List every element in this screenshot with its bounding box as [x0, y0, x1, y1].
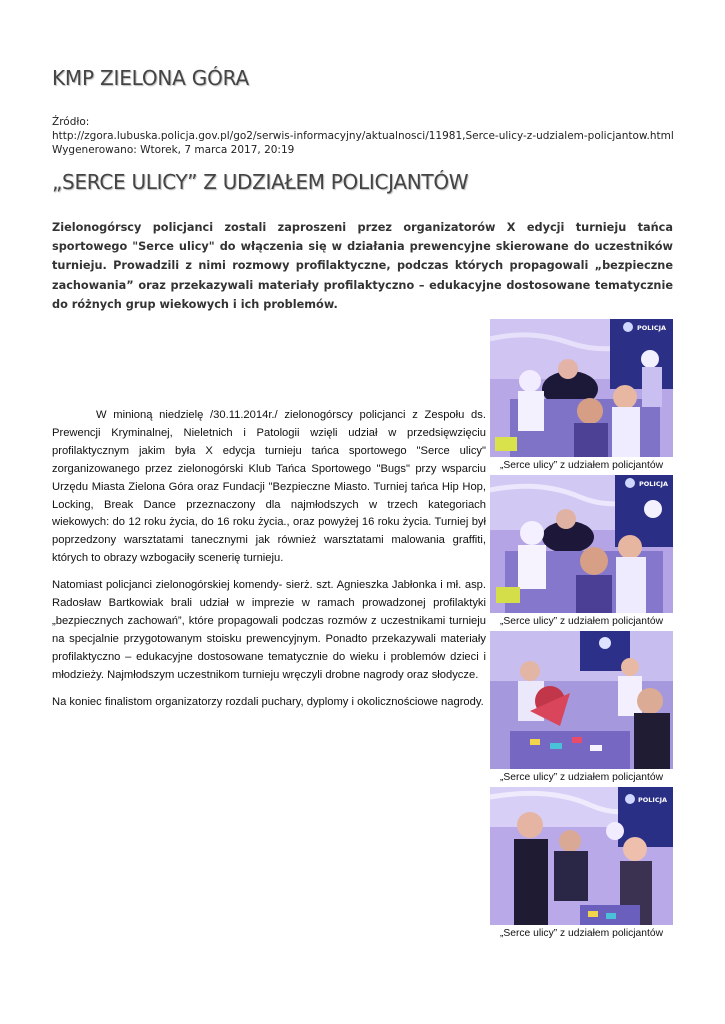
event-photo[interactable] [490, 319, 673, 457]
article-lead: Zielonogórscy policjanci zostali zaproszeni przez organizatorów X edycji turnieju tańca sportowego "Serce ulicy" do włączenia się w działania prewencyjne skierowane do uczestników turnieju. Prowadzili z nimi rozmowy profilaktyczne, podczas których propagowali „bezpieczne zachowania” oraz przekazywali materiały profilaktyczno – edukacyjne dostosowane tematycznie do różnych grup wiekowych i ich problemów. [52, 221, 673, 311]
photo-caption: „Serce ulicy” z udziałem policjantów [499, 616, 664, 627]
event-photo[interactable] [490, 631, 673, 769]
article-paragraph: Natomiast policjanci zielonogórskiej komendy- sierż. szt. Agnieszka Jabłonka i mł. asp. Radosław Bartkowiak brali udział w imprezie w ramach prowadzonej profilaktyki „bezpiecznych zachowań”, które propagowali podczas rozmów z uczestnikami turnieju na specjalnie przygotowanym stoisku prewencyjnym. Ponadto przekazywali materiały profilaktyczno – edukacyjne dostosowane tematycznie do wieku i problemów dzieci i młodzieży. Najmłodszym uczestnikom turnieju wręczyli drobne nagrody oraz słodycze. [52, 579, 486, 681]
police-badge-text: POLICJA [639, 480, 669, 488]
event-photo[interactable] [490, 787, 673, 925]
article-body [52, 407, 486, 721]
photo-caption: „Serce ulicy” z udziałem policjantów [499, 772, 664, 783]
event-photo[interactable] [490, 475, 673, 613]
generated-date: Wygenerowano: Wtorek, 7 marca 2017, 20:19 [52, 144, 295, 156]
source-url[interactable]: http://zgora.lubuska.policja.gov.pl/go2/serwis-informacyjny/aktualnosci/11981,Serce-ulicy-z-udzialem-policjantow.html [52, 130, 674, 142]
article-title: „SERCE ULICY” Z UDZIAŁEM POLICJANTÓW [52, 170, 469, 194]
photo-caption: „Serce ulicy” z udziałem policjantów [499, 460, 664, 471]
police-badge-text: POLICJA [638, 796, 668, 804]
source-label: Źródło: [52, 116, 90, 128]
police-badge-text: POLICJA [637, 324, 667, 332]
article-paragraph: Na koniec finalistom organizatorzy rozdali puchary, dyplomy i okolicznościowe nagrody. [52, 695, 484, 708]
source-meta [52, 115, 674, 157]
site-title: KMP ZIELONA GÓRA [52, 66, 250, 90]
article-paragraph: W minioną niedzielę /30.11.2014r./ zielonogórscy policjanci z Zespołu ds. Prewencji Kryminalnej, Nieletnich i Patologii wzięli udział w przedsięwzięciu profilaktycznym jakim była X edycja turnieju tańca sportowego "Serce ulicy" zorganizowanego przez zielonogórski Klub Tańca Sportowego "Bugs" przy wsparciu Urzędu Miasta Zielona Góra oraz Fundacji "Bezpieczne Miasto. Turniej tańca Hip Hop, Locking, Break Dance przeznaczony dla najmłodszych w trzech kategoriach wiekowych: do 12 roku życia, do 16 roku życia., oraz powyżej 16 roku życia. Turniej był poprzedzony warsztatami tanecznymi jak również warsztatami malowania graffiti, których to obrazy wzbogaciły scenerię turnieju. [52, 409, 486, 565]
photo-caption: „Serce ulicy” z udziałem policjantów [499, 928, 664, 939]
